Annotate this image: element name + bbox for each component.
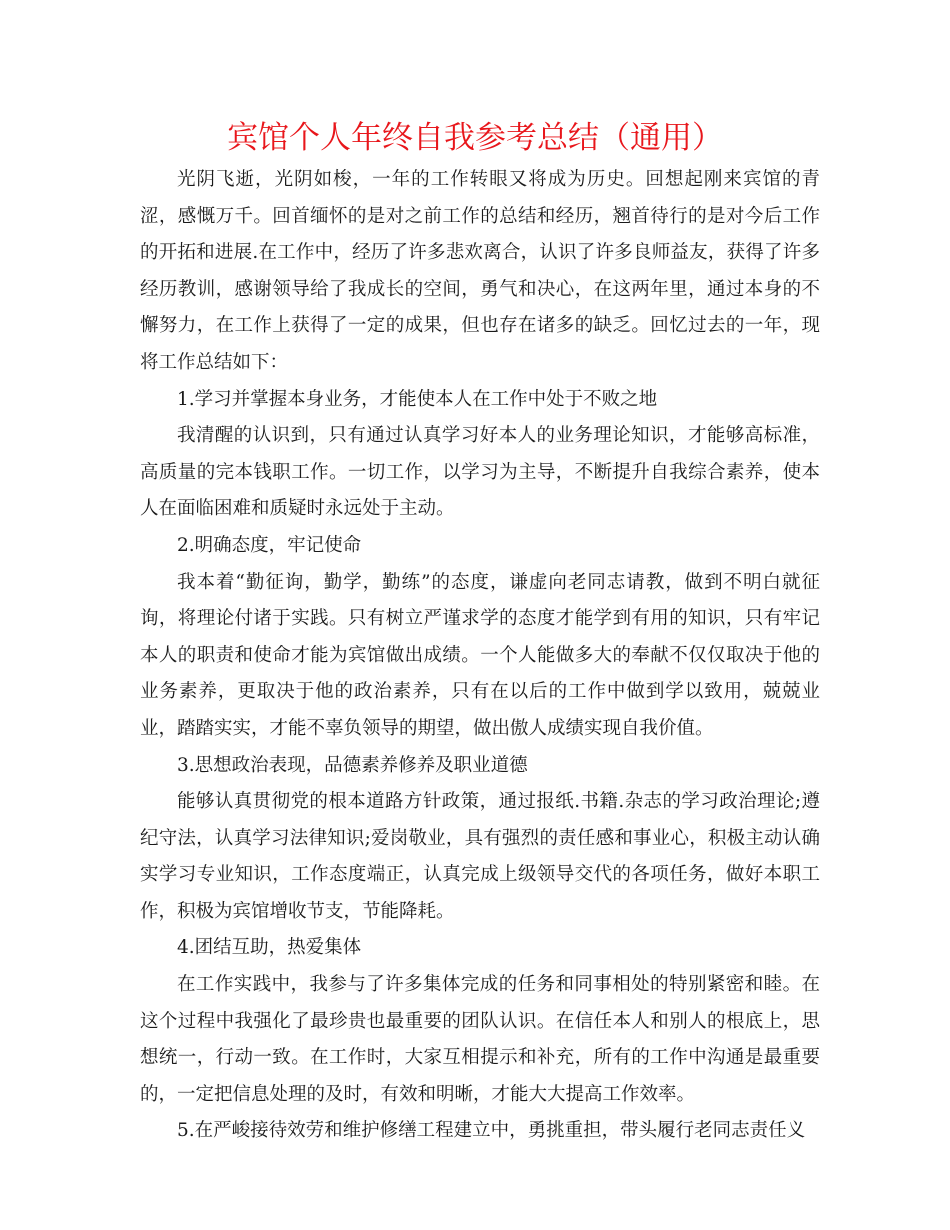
section-paragraph-4: 在工作实践中，我参与了许多集体完成的任务和同事相处的特别紧密和睦。在这个过程中我强化了最珍贵也最重要的团队认识。在信任本人和别人的根底上，思想统一，行动一致。在工作时，大家互相提示和补充，所有的工作中沟通是最重要的，一定把信息处理的及时，有效和明晰，才能大大提高工作效率。: [140, 974, 820, 1105]
section-paragraph-1: 我清醒的认识到，只有通过认真学习好本人的业务理论知识，才能够高标准，高质量的完本钱职工作。一切工作，以学习为主导，不断提升自我综合素养，使本人在面临困难和质疑时永远处于主动。: [140, 425, 820, 520]
section-heading-4: 4.团结互助，热爱集体: [177, 937, 362, 959]
section-heading-5: 5.在严峻接待效劳和维护修缮工程建立中，勇挑重担，带头履行老同志责任义: [177, 1120, 806, 1142]
document-title: 宾馆个人年终自我参考总结（通用）: [227, 120, 723, 156]
section-heading-2: 2.明确态度，牢记使命: [177, 534, 362, 556]
intro-paragraph: 光阴飞逝，光阴如梭，一年的工作转眼又将成为历史。回想起刚来宾馆的青涩，感慨万千。回首缅怀的是对之前工作的总结和经历，翘首待行的是对今后工作的开拓和进展.在工作中，经历了许多悲欢离合，认识了许多良师益友，获得了许多经历教训，感谢领导给了我成长的空间，勇气和决心，在这两年里，通过本身的不懈努力，在工作上获得了一定的成果，但也存在诸多的缺乏。回忆过去的一年，现将工作总结如下：: [140, 169, 820, 373]
section-heading-3: 3.思想政治表现，品德素养修养及职业道德: [177, 754, 528, 776]
document-body: [140, 162, 820, 1150]
section-paragraph-2: 我本着“勤征询，勤学，勤练”的态度，谦虚向老同志请教，做到不明白就征询，将理论付诸于实践。只有树立严谨求学的态度才能学到有用的知识，只有牢记本人的职责和使命才能为宾馆做出成绩。一个人能做多大的奉献不仅仅取决于他的业务素养，更取决于他的政治素养，只有在以后的工作中做到学以致用，兢兢业业，踏踏实实，才能不辜负领导的期望，做出傲人成绩实现自我价值。: [140, 571, 820, 739]
section-paragraph-3: 能够认真贯彻党的根本道路方针政策，通过报纸.书籍.杂志的学习政治理论;遵纪守法，认真学习法律知识;爱岗敬业，具有强烈的责任感和事业心，积极主动认确实学习专业知识，工作态度端正，认真完成上级领导交代的各项任务，做好本职工作，积极为宾馆增收节支，节能降耗。: [140, 791, 820, 922]
section-heading-1: 1.学习并掌握本身业务，才能使本人在工作中处于不败之地: [177, 388, 658, 410]
